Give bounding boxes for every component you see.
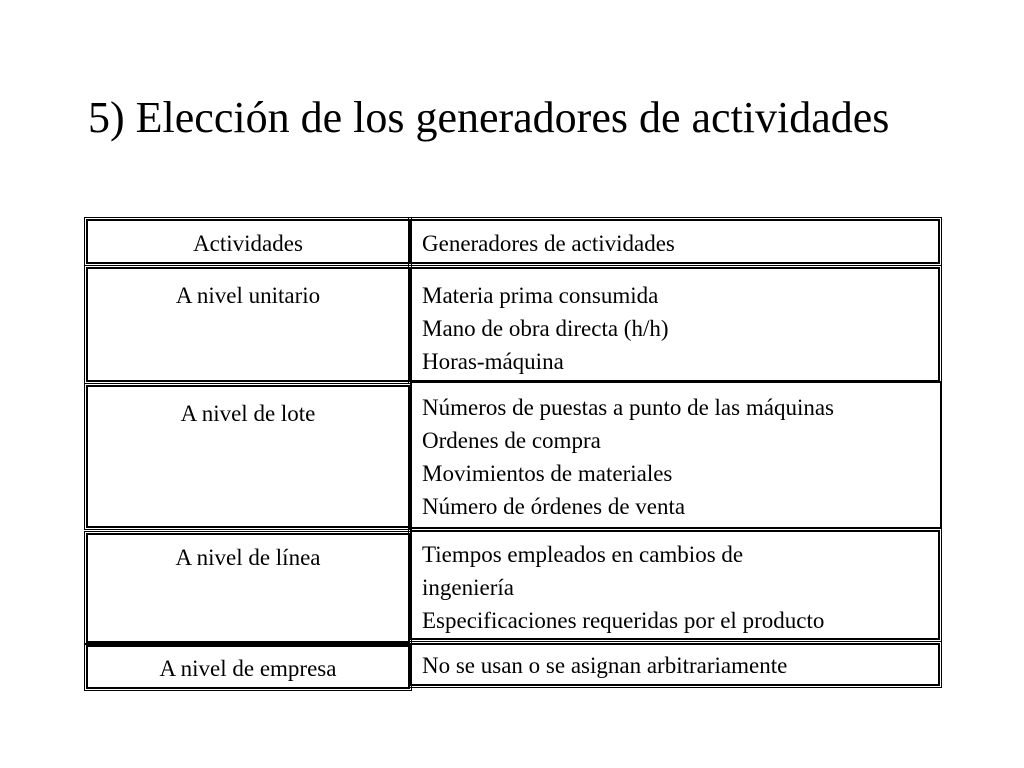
page-title: 5) Elección de los generadores de actividades bbox=[88, 93, 890, 142]
row-linea-activity-cell bbox=[86, 533, 410, 643]
driver-item: Especificaciones requeridas por el producto bbox=[422, 608, 825, 633]
row-empresa-drivers-cell bbox=[410, 643, 940, 686]
driver-item: Número de órdenes de venta bbox=[422, 494, 686, 519]
driver-item: Números de puestas a punto de las máquinas bbox=[422, 395, 834, 420]
header-activities-label: Actividades bbox=[193, 231, 303, 256]
row-unitario-activity: A nivel unitario bbox=[175, 283, 321, 308]
row-lote-drivers-cell bbox=[410, 381, 942, 529]
driver-item: No se usan o se asignan arbitrariamente bbox=[422, 653, 788, 678]
row-empresa-activity: A nivel de empresa bbox=[159, 656, 337, 681]
driver-item: ingeniería bbox=[422, 575, 514, 600]
row-unitario-drivers-cell bbox=[410, 267, 940, 382]
driver-item: Ordenes de compra bbox=[422, 428, 601, 453]
row-lote-activity-cell bbox=[86, 385, 410, 528]
driver-item: Materia prima consumida bbox=[422, 283, 659, 308]
row-linea-drivers-cell bbox=[410, 530, 940, 640]
driver-item: Movimientos de materiales bbox=[422, 461, 673, 486]
driver-item: Horas-máquina bbox=[422, 349, 564, 374]
header-activities-cell bbox=[86, 219, 410, 264]
row-unitario-activity-cell bbox=[86, 267, 410, 382]
driver-item: Tiempos empleados en cambios de bbox=[422, 542, 744, 567]
header-drivers-cell bbox=[410, 219, 940, 264]
header-drivers-label: Generadores de actividades bbox=[422, 231, 675, 256]
driver-item: Mano de obra directa (h/h) bbox=[422, 316, 669, 341]
row-linea-activity: A nivel de línea bbox=[175, 545, 321, 570]
row-empresa-activity-cell bbox=[86, 645, 410, 689]
row-lote-activity: A nivel de lote bbox=[180, 401, 316, 426]
